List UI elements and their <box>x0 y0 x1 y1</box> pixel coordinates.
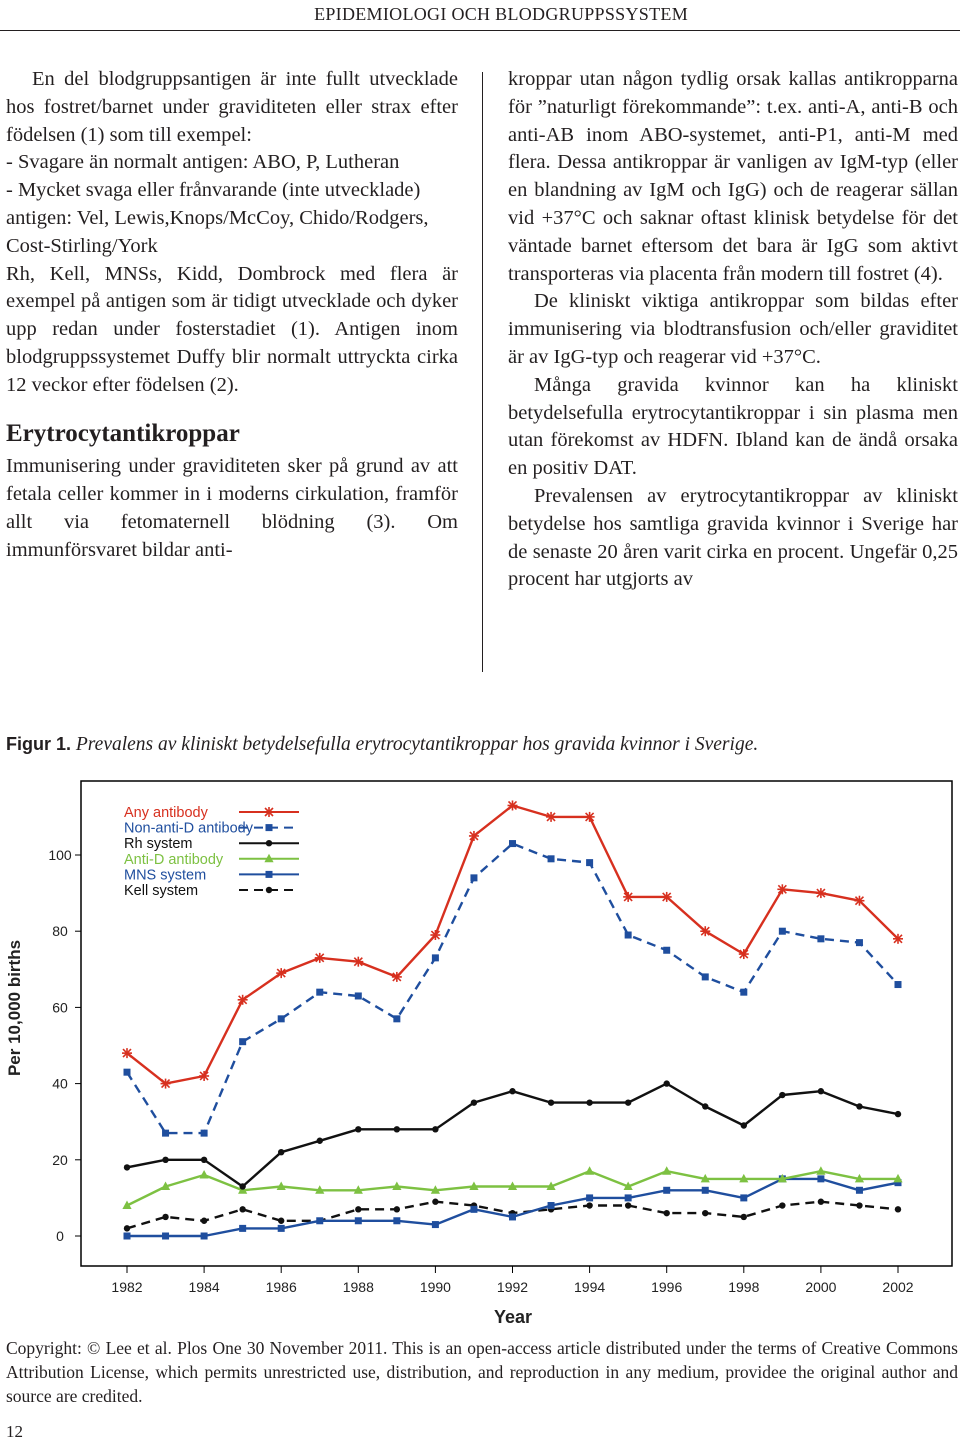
circle-marker <box>586 1099 592 1105</box>
square-marker <box>702 1187 709 1194</box>
star-marker <box>623 892 633 902</box>
left-column <box>6 66 458 565</box>
circle-marker <box>432 1199 438 1205</box>
body-paragraph: De kliniskt viktiga antikroppar som bildas efter immunisering via blodtransfusion och/eller graviditet är av IgG-typ och reagerar vid +37°C. <box>508 290 958 368</box>
circle-marker <box>317 1138 323 1144</box>
square-marker <box>663 1187 670 1194</box>
square-marker <box>509 1213 516 1220</box>
triangle-marker <box>585 1166 594 1175</box>
square-marker <box>856 1187 863 1194</box>
square-marker <box>316 1217 323 1224</box>
x-tick-label: 1982 <box>111 1279 143 1295</box>
circle-marker <box>239 1206 245 1212</box>
y-tick-label: 60 <box>52 999 68 1016</box>
body-paragraph: Immunisering under graviditeten sker på grund av att fetala celler kommer in i moderns cirkulation, framför allt via fetomaternell blödning (3). Om immunförsvaret bildar anti- <box>6 455 458 561</box>
square-marker <box>266 824 273 831</box>
circle-marker <box>818 1199 824 1205</box>
square-marker <box>266 871 273 878</box>
square-marker <box>895 981 902 988</box>
square-marker <box>586 1194 593 1201</box>
legend-label: Rh system <box>124 836 193 853</box>
star-marker <box>315 953 325 963</box>
circle-marker <box>664 1080 670 1086</box>
legend-entry <box>124 883 299 899</box>
square-marker <box>201 1130 208 1137</box>
header-rule <box>0 30 960 31</box>
square-marker <box>779 928 786 935</box>
square-marker <box>278 1225 285 1232</box>
star-marker <box>264 807 274 817</box>
star-marker <box>777 884 787 894</box>
body-paragraph: kroppar utan någon tydlig orsak kallas antikropparna för ”naturligt förekommande”: t.ex. anti-A, anti-B och anti-AB inom ABO-systemet, anti-P1, anti-M med flera. Dessa antikroppar är vanligen av IgM-typ (eller en blandning av IgM och IgG) och de reagerar sällan vid +37°C och saknar oftast klinisk betydelse för det väntade barnet eftersom det bara är IgG som aktivt transporteras via placenta från modern till fostret (4). <box>508 68 958 285</box>
circle-marker <box>856 1103 862 1109</box>
star-marker <box>469 831 479 841</box>
x-tick-label: 1992 <box>496 1279 529 1295</box>
square-marker <box>625 1194 632 1201</box>
y-tick-label: 40 <box>52 1075 68 1092</box>
legend-entry <box>124 867 299 883</box>
circle-marker <box>162 1214 168 1220</box>
circle-marker <box>741 1122 747 1128</box>
square-marker <box>856 939 863 946</box>
circle-marker <box>702 1103 708 1109</box>
circle-marker <box>239 1183 245 1189</box>
x-tick-label: 1986 <box>265 1279 297 1295</box>
square-marker <box>124 1233 131 1240</box>
bullet-item: - Mycket svaga eller frånvarande (inte utvecklade) antigen: Vel, Lewis,Knops/McCoy, Chido/Rodgers, Cost-Stirling/York <box>6 179 429 257</box>
running-header: EPIDEMIOLOGI OCH BLODGRUPPSSYSTEM <box>314 4 688 24</box>
series-line <box>127 1084 898 1187</box>
square-marker <box>432 1221 439 1228</box>
square-marker <box>162 1233 169 1240</box>
legend-label: MNS system <box>124 867 207 884</box>
star-marker <box>161 1079 171 1089</box>
star-marker <box>508 800 518 810</box>
circle-marker <box>702 1210 708 1216</box>
square-marker <box>278 1015 285 1022</box>
circle-marker <box>355 1206 361 1212</box>
star-marker <box>700 926 710 936</box>
square-marker <box>393 1015 400 1022</box>
legend-label: Any antibody <box>124 805 208 821</box>
circle-marker <box>471 1099 477 1105</box>
legend-label: Anti-D antibody <box>124 851 224 868</box>
square-marker <box>470 874 477 881</box>
star-marker <box>854 896 864 906</box>
x-tick-label: 2000 <box>805 1279 837 1295</box>
circle-marker <box>355 1126 361 1132</box>
y-tick-label: 80 <box>52 923 68 940</box>
x-axis-label: Year <box>493 1307 533 1327</box>
legend-entry <box>124 805 299 821</box>
star-marker <box>739 949 749 959</box>
figure-label: Figur 1. <box>6 734 72 754</box>
circle-marker <box>548 1099 554 1105</box>
figure-caption-text: Prevalens av kliniskt betydelsefulla erytrocytantikroppar hos gravida kvinnor i Sverige. <box>75 734 759 755</box>
x-tick-label: 1984 <box>188 1279 220 1295</box>
square-marker <box>470 1206 477 1213</box>
line-chart <box>0 778 960 1330</box>
circle-marker <box>625 1202 631 1208</box>
circle-marker <box>856 1202 862 1208</box>
y-axis-label: Per 10,000 births <box>5 939 24 1077</box>
star-marker <box>662 892 672 902</box>
square-marker <box>239 1225 246 1232</box>
x-tick-label: 1990 <box>419 1279 451 1295</box>
legend-entry <box>124 836 299 852</box>
circle-marker <box>509 1088 515 1094</box>
y-tick-label: 20 <box>52 1151 68 1168</box>
circle-marker <box>779 1202 785 1208</box>
triangle-marker <box>200 1170 209 1179</box>
square-marker <box>316 989 323 996</box>
square-marker <box>124 1069 131 1076</box>
circle-marker <box>432 1126 438 1132</box>
triangle-marker <box>816 1166 825 1175</box>
series-rh-system <box>124 1080 901 1189</box>
x-tick-label: 2002 <box>882 1279 914 1295</box>
square-marker <box>509 840 516 847</box>
star-marker <box>546 812 556 822</box>
body-paragraph: Prevalensen av erytrocytantikroppar av kliniskt betydelse hos samtliga gravida kvinnor i Sverige har de senaste 20 åren varit cirka en procent. Ungefär 0,25 procent har utgjorts av <box>508 484 958 591</box>
y-tick-label: 0 <box>56 1228 64 1244</box>
legend-label: Kell system <box>124 883 199 899</box>
circle-marker <box>394 1126 400 1132</box>
circle-marker <box>266 887 272 893</box>
body-paragraph: Rh, Kell, MNSs, Kidd, Dombrock med flera är exempel på antigen som är tidigt utvecklade och dyker upp redan under fosterstadiet (1). Antigen inom blodgruppssystemet Duffy blir normalt uttryckta cirka 12 veckor efter födelsen (2). <box>6 262 458 396</box>
circle-marker <box>625 1099 631 1105</box>
circle-marker <box>586 1202 592 1208</box>
square-marker <box>548 855 555 862</box>
square-marker <box>355 992 362 999</box>
star-marker <box>122 1048 132 1058</box>
column-divider <box>482 72 483 672</box>
square-marker <box>162 1130 169 1137</box>
circle-marker <box>124 1225 130 1231</box>
circle-marker <box>779 1092 785 1098</box>
legend-entry <box>124 821 299 837</box>
star-marker <box>893 934 903 944</box>
star-marker <box>238 995 248 1005</box>
circle-marker <box>664 1210 670 1216</box>
circle-marker <box>278 1218 284 1224</box>
page-number: 12 <box>6 1422 23 1441</box>
circle-marker <box>895 1111 901 1117</box>
square-marker <box>201 1233 208 1240</box>
circle-marker <box>278 1149 284 1155</box>
legend-label: Non-anti-D antibody <box>124 820 253 837</box>
circle-marker <box>201 1157 207 1163</box>
star-marker <box>392 972 402 982</box>
square-marker <box>548 1202 555 1209</box>
circle-marker <box>394 1206 400 1212</box>
star-marker <box>430 930 440 940</box>
circle-marker <box>818 1088 824 1094</box>
square-marker <box>740 989 747 996</box>
legend-entry <box>124 852 299 868</box>
circle-marker <box>162 1157 168 1163</box>
right-column <box>508 66 958 594</box>
square-marker <box>740 1194 747 1201</box>
square-marker <box>239 1038 246 1045</box>
star-marker <box>816 888 826 898</box>
x-tick-label: 1994 <box>574 1279 606 1295</box>
circle-marker <box>741 1214 747 1220</box>
body-paragraph: Många gravida kvinnor kan ha kliniskt betydelsefulla erytrocytantikroppar i sin plasma men utan förekomst av HDFN. Ibland kan de ändå orsaka en positiv DAT. <box>508 373 958 480</box>
star-marker <box>276 968 286 978</box>
triangle-marker <box>662 1166 671 1175</box>
square-marker <box>817 1175 824 1182</box>
x-tick-label: 1998 <box>728 1279 760 1295</box>
series-anti-d-antibody <box>122 1166 902 1209</box>
square-marker <box>355 1217 362 1224</box>
intro-paragraph: En del blodgruppsantigen är inte fullt utvecklade hos fostret/barnet under graviditeten eller strax efter födelsen (1) som till exempel: <box>6 68 458 146</box>
square-marker <box>432 954 439 961</box>
x-tick-label: 1996 <box>651 1279 683 1295</box>
star-marker <box>353 957 363 967</box>
square-marker <box>817 935 824 942</box>
x-tick-label: 1988 <box>342 1279 374 1295</box>
square-marker <box>393 1217 400 1224</box>
circle-marker <box>201 1218 207 1224</box>
copyright-notice: Copyright: © Lee et al. Plos One 30 November 2011. This is an open-access article distributed under the terms of Creative Commons Attribution License, which permits unrestricted use, distribution, and reproduction in any medium, providee the original author and source are credited. <box>6 1338 958 1406</box>
figure-caption <box>6 734 758 756</box>
bullet-item: - Svagare än normalt antigen: ABO, P, Lutheran <box>6 151 400 174</box>
square-marker <box>702 973 709 980</box>
circle-marker <box>124 1164 130 1170</box>
star-marker <box>585 812 595 822</box>
section-heading: Erytrocytantikroppar <box>6 419 240 447</box>
y-tick-label: 100 <box>48 847 72 863</box>
square-marker <box>663 947 670 954</box>
circle-marker <box>895 1206 901 1212</box>
square-marker <box>586 859 593 866</box>
square-marker <box>625 932 632 939</box>
circle-marker <box>266 840 272 846</box>
star-marker <box>199 1071 209 1081</box>
figure-chart <box>0 778 960 1335</box>
